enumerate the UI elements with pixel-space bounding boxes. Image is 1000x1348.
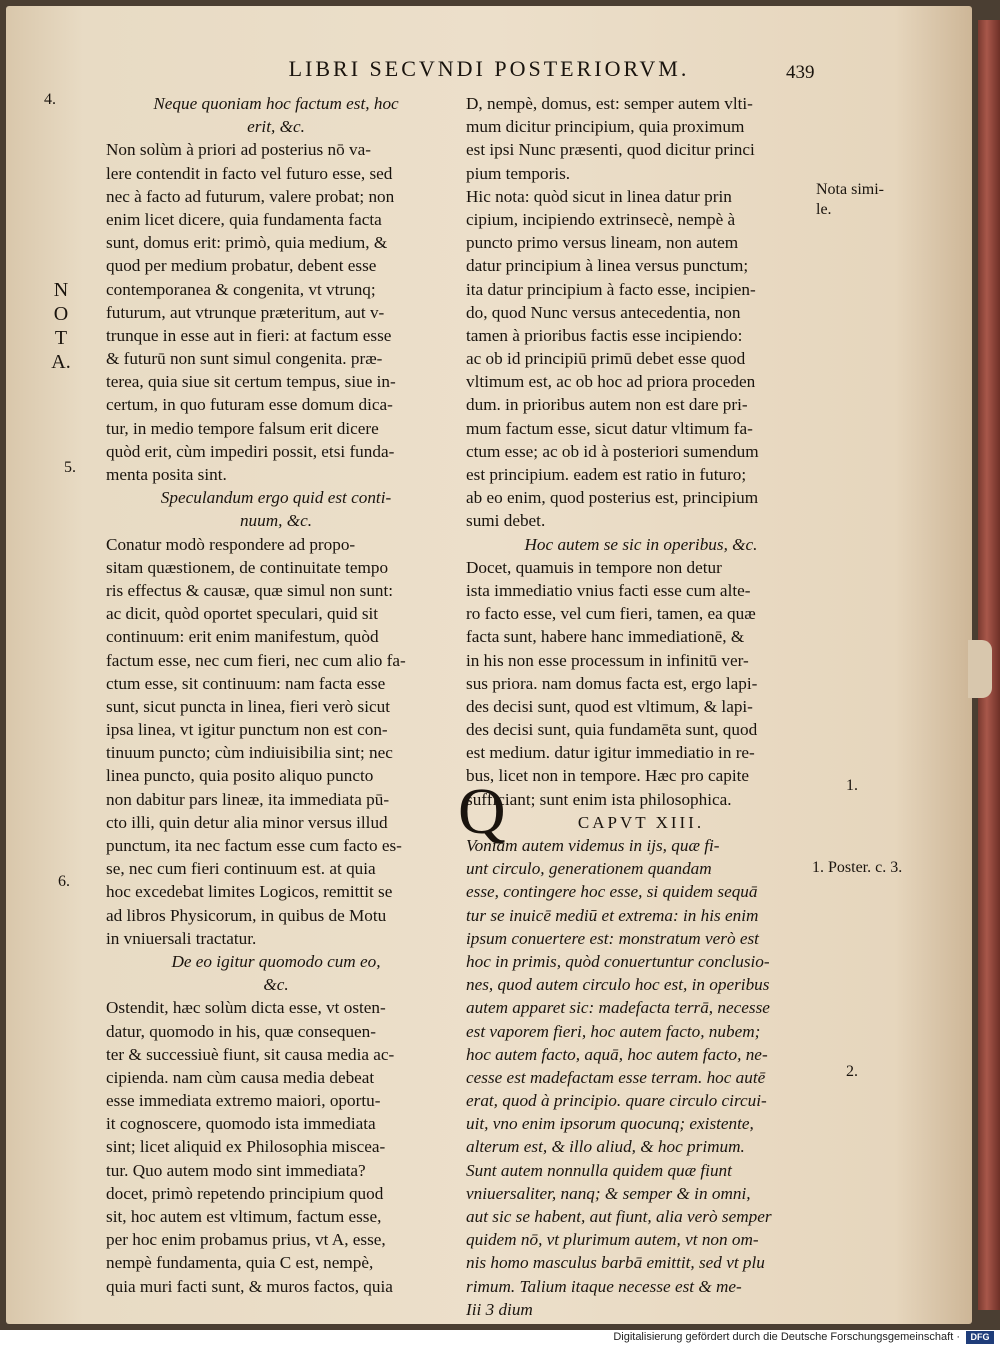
margin-note-right: 2. <box>846 1063 858 1080</box>
text-line: pium temporis. <box>466 163 571 183</box>
text-line: non dabitur pars lineæ, ita immediata pū- <box>106 789 390 809</box>
text-line: Non solùm à priori ad posterius nō va- <box>106 140 371 160</box>
text-line: est vaporem fieri, hoc autem facto, nubem; <box>466 1021 761 1041</box>
text-line: nis homo masculus barbā emittit, sed vt plu <box>466 1253 765 1273</box>
text-line: erat, quod à principio. quare circulo circui- <box>466 1091 767 1111</box>
right-column <box>466 92 816 1321</box>
margin-note-right: le. <box>816 201 832 218</box>
nota-letter: N <box>53 279 69 301</box>
text-line: ac dicit, quòd oportet speculari, quid sit <box>106 604 379 624</box>
text-line: punctum, ita nec factum esse cum facto es- <box>106 836 402 855</box>
text-line: est principium. eadem est ratio in futuro; <box>466 465 747 484</box>
text-line: cesse est madefactam esse terram. hoc autē <box>466 1067 766 1087</box>
text-line: ita datur principium à facto esse, incipien- <box>466 279 756 299</box>
page-number: 439 <box>786 62 815 83</box>
text-line: dum. in prioribus autem non est dare pri- <box>466 395 748 415</box>
text-line: quia muri facti sunt, & muros factos, quia <box>106 1276 393 1296</box>
text-line: vniuersaliter, nanq; & semper & in omni, <box>466 1183 751 1203</box>
text-line: D, nempè, domus, est: semper autem vlti- <box>466 94 753 113</box>
text-line: datur, quomodo in his, quæ consequen- <box>106 1021 376 1041</box>
text-line: trunque in esse aut in fieri: at factum esse <box>106 325 392 345</box>
text-line: ipsum conuertere est: monstratum verò est <box>466 928 759 948</box>
text-line: nes, quod autem circulo hoc est, in operibus <box>466 975 770 995</box>
text-line: erit, &c. <box>247 117 305 137</box>
text-line: sit, hoc autem est vltimum, factum esse, <box>106 1207 382 1226</box>
page-edge-tab <box>968 640 992 698</box>
text-line: it cognoscere, quomodo ista immediata <box>106 1114 376 1134</box>
text-line: sunt, sicut puncta in linea, fieri verò sicut <box>106 696 390 716</box>
text-line: facta sunt, habere hanc immediationē, & <box>466 627 745 647</box>
text-line: datur principium à linea versus punctum; <box>466 256 749 276</box>
text-line: ista immediatio vnius facti esse cum alte- <box>466 580 751 600</box>
text-line: cipium, incipiendo extrinsecè, nempè à <box>466 209 736 229</box>
text-line: futurum, aut vtrunque præteritum, aut v- <box>106 302 385 322</box>
text-line: ab eo enim, quod posterius est, principium <box>466 488 759 508</box>
text-line: docet, primò repetendo principium quod <box>106 1183 384 1203</box>
text-line: factum esse, nec cum fieri, nec cum alio fa- <box>106 650 406 670</box>
text-line: Neque quoniam hoc factum est, hoc <box>153 94 399 113</box>
text-line: hoc in primis, quòd conuertuntur conclusio- <box>466 951 770 971</box>
text-line: Speculandum ergo quid est conti- <box>160 488 392 508</box>
text-line: sus priora. nam domus facta est, ergo lapi- <box>466 673 758 693</box>
text-line: & futurū non sunt simul congenita. præ- <box>106 349 383 369</box>
text-line: tur se inuicē mediū et extrema: in his enim <box>466 905 759 925</box>
nota-letter: T <box>54 327 68 349</box>
text-line: mum factum esse, sicut datur vltimum fa- <box>466 418 753 438</box>
text-line: lere contendit in facto vel futuro esse, sed <box>106 163 393 183</box>
text-line: CAPVT XIII. <box>577 812 705 832</box>
margin-nota <box>50 278 72 374</box>
text-line: hoc autem facto, aquā, hoc autem facto, ne- <box>466 1044 768 1064</box>
footer-credit: Digitalisierung gefördert durch die Deutsche Forschungsgemeinschaft · <box>613 1331 960 1343</box>
text-line: Ostendit, hæc solùm dicta esse, vt osten- <box>106 998 386 1018</box>
text-line: in vniuersali tractatur. <box>106 928 257 948</box>
text-line: aut sic se habent, aut fiunt, alia verò semper <box>466 1207 772 1226</box>
text-line: ipsa linea, vt igitur punctum non est con- <box>106 720 388 740</box>
text-line: Iii 3 dium <box>466 1299 533 1319</box>
text-line: quidem nō, vt plurimum autem, vt non om- <box>466 1230 759 1250</box>
text-line: des decisi sunt, quod est vltimum, & lapi- <box>466 696 753 716</box>
text-line: nec à facto ad futurum, valere probat; non <box>106 186 395 206</box>
text-line: cipienda. nam cùm causa media debeat <box>106 1067 375 1087</box>
text-line: ro facto esse, vel cum fieri, tamen, ea quæ <box>466 604 756 624</box>
drop-cap: Q <box>458 775 506 848</box>
text-line: continuum: erit enim manifestum, quòd <box>106 627 379 647</box>
text-line: ter & successiuè fiunt, sit causa media ac- <box>106 1044 395 1064</box>
margin-number: 5. <box>64 459 76 476</box>
text-line: esse immediata extremo maiori, oportu- <box>106 1091 381 1111</box>
text-line: tamen à prioribus factis esse incipiendo: <box>466 325 743 345</box>
text-line: De eo igitur quomodo cum eo, <box>171 951 381 971</box>
text-line: Conatur modò respondere ad propo- <box>106 534 356 554</box>
book-page <box>6 6 972 1324</box>
text-line: in his non esse processum in infinitū ver- <box>466 650 749 670</box>
running-head: LIBRI SECVNDI POSTERIORVM. <box>288 56 690 81</box>
text-line: rimum. Talium itaque necesse est & me- <box>466 1276 742 1296</box>
text-line: sint; licet aliquid ex Philosophia miscea- <box>106 1137 386 1157</box>
text-line: enim licet dicere, quia fundamenta facta <box>106 209 382 229</box>
text-line: tinuum puncto; cùm indiuisibilia sint; nec <box>106 743 393 763</box>
nota-letter: O <box>53 303 69 325</box>
margin-note-right: 1. Poster. c. 3. <box>812 859 903 876</box>
text-line: uit, vno enim ipsorum quocunq; existente, <box>466 1114 754 1134</box>
text-line: esse, contingere hoc esse, si quidem sequā <box>466 882 758 902</box>
dfg-logo: DFG <box>966 1331 994 1344</box>
text-line: Hic nota: quòd sicut in linea datur prin <box>466 186 732 206</box>
text-line: &c. <box>263 975 289 995</box>
text-line: sufficiant; sunt enim ista philosophica. <box>466 789 732 809</box>
text-line: bus, licet non in tempore. Hæc pro capite <box>466 766 750 786</box>
text-line: nuum, &c. <box>239 511 313 531</box>
text-line: est medium. datur igitur immediatio in re- <box>466 743 755 763</box>
margin-number: 6. <box>58 873 70 890</box>
text-line: terea, quia siue sit certum tempus, siue in- <box>106 372 396 392</box>
text-line: linea puncto, quia posito aliquo puncto <box>106 766 374 786</box>
text-line: tur. Quo autem modo sint immediata? <box>106 1160 366 1180</box>
text-line: quòd erit, cùm impediri possit, etsi funda- <box>106 441 395 461</box>
text-line: ctum esse; ac ob id à posteriori sumendum <box>466 441 759 461</box>
text-line: per hoc enim probamus prius, vt A, esse, <box>106 1230 386 1250</box>
text-line: sunt, domus erit: primò, quia medium, & <box>106 233 388 253</box>
text-line: certum, in quo futuram esse domum dica- <box>106 395 393 415</box>
text-line: autem apparet sic: madefacta terrā, necesse <box>466 998 770 1018</box>
text-line: quod per medium probatur, debent esse <box>106 256 377 276</box>
nota-letter: A. <box>51 351 71 373</box>
text-line: Sunt autem nonnulla quidem quæ fiunt <box>466 1160 732 1180</box>
margin-note-right: Nota simi- <box>816 181 884 198</box>
text-line: do, quod Nunc versus antecedentia, non <box>466 302 741 322</box>
left-column <box>106 92 446 1298</box>
margin-number: 4. <box>44 91 56 108</box>
text-line: des decisi sunt, quia fundamēta sunt, quod <box>466 720 758 740</box>
text-line: se, nec cum fieri continuum est. at quia <box>106 859 376 879</box>
margin-note-right: 1. <box>846 777 858 794</box>
text-line: hoc excedebat limites Logicos, remittit se <box>106 882 393 902</box>
text-line: unt circulo, generationem quandam <box>466 859 712 879</box>
text-line: menta posita sint. <box>106 465 227 484</box>
text-line: mum dicitur principium, quia proximum <box>466 117 745 137</box>
text-line: sitam quæstionem, de continuitate tempo <box>106 557 389 577</box>
text-line: Hoc autem se sic in operibus, &c. <box>524 534 758 554</box>
text-line: tur, in medio tempore falsum erit dicere <box>106 418 379 438</box>
text-line: ris effectus & causæ, quæ simul non sunt: <box>106 580 394 600</box>
text-line: cto illi, quin detur alia minor versus illud <box>106 812 388 832</box>
text-line: vltimum est, ac ob hoc ad priora proceden <box>466 372 756 392</box>
text-line: Docet, quamuis in tempore non detur <box>466 557 722 577</box>
text-line: puncto primo versus lineam, non autem <box>466 233 739 253</box>
text-line: ac ob id principiū primū debet esse quod <box>466 349 746 369</box>
text-line: ctum esse, sit continuum: nam facta esse <box>106 673 386 693</box>
text-line: ad libros Physicorum, in quibus de Motu <box>106 905 387 925</box>
text-line: est ipsi Nunc præsenti, quod dicitur princi <box>466 140 755 160</box>
text-line: contemporanea & congenita, vt vtrunq; <box>106 279 376 299</box>
text-line: nempè fundamenta, quia C est, nempè, <box>106 1253 374 1273</box>
text-line: alterum est, & illo aliud, & hoc primum. <box>466 1137 745 1157</box>
text-line: sumi debet. <box>466 511 546 531</box>
text-line: Voniam autem videmus in ijs, quæ fi- <box>466 836 720 855</box>
